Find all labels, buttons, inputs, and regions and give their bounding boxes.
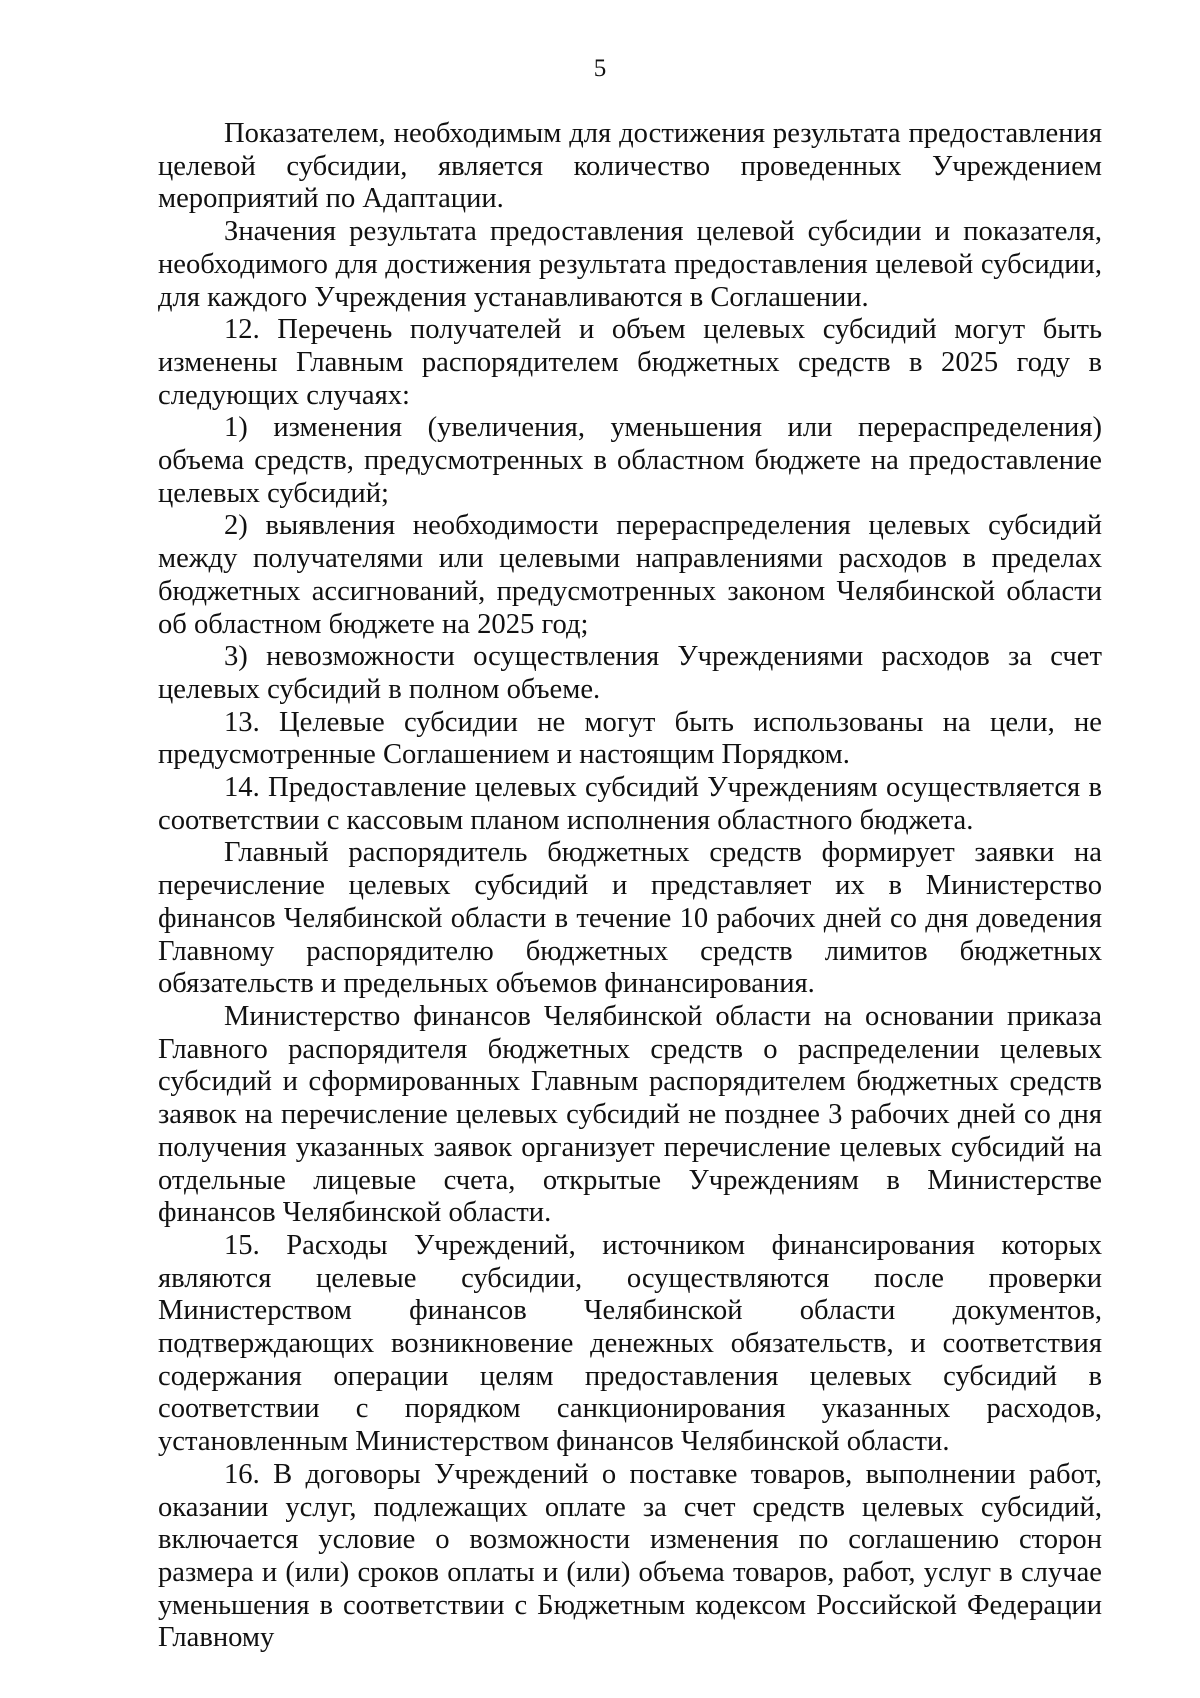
paragraph-case-3: 3) невозможности осуществления Учреждениями расходов за счет целевых субсидий в полном объеме.: [158, 641, 1102, 705]
paragraph-item-15: 15. Расходы Учреждений, источником финансирования которых являются целевые субсидии, осуществляются после проверки Министерством финансов Челябинской области документов, подтверждающих возникновение денежных обязательств, и соответствия содержания операции целям предоставления целевых субсидий в соответствии с порядком санкционирования указанных расходов, установленным Министерством финансов Челябинской области.: [158, 1229, 1102, 1458]
paragraph-indicator: Показателем, необходимым для достижения результата предоставления целевой субсидии, является количество проведенных Учреждением мероприятий по Адаптации.: [158, 118, 1102, 215]
paragraph-requests: Главный распорядитель бюджетных средств формирует заявки на перечисление целевых субсидий и представляет их в Министерство финансов Челябинской области в течение 10 рабочих дней со дня доведения Главному распорядителю бюджетных средств лимитов бюджетных обязательств и предельных объемов финансирования.: [158, 837, 1102, 1000]
paragraph-item-13: 13. Целевые субсидии не могут быть использованы на цели, не предусмотренные Соглашением и настоящим Порядком.: [158, 706, 1102, 771]
document-body: [158, 118, 1102, 1655]
page-number: 5: [593, 55, 607, 82]
paragraph-item-14: 14. Предоставление целевых субсидий Учреждениям осуществляется в соответствии с кассовым планом исполнения областного бюджета.: [158, 772, 1102, 836]
paragraph-values: Значения результата предоставления целевой субсидии и показателя, необходимого для достижения результата предоставления целевой субсидии, для каждого Учреждения устанавливаются в Соглашении.: [158, 216, 1102, 313]
paragraph-case-1: 1) изменения (увеличения, уменьшения или перераспределения) объема средств, предусмотренных в областном бюджете на предоставление целевых субсидий;: [158, 412, 1102, 509]
paragraph-item-16: 16. В договоры Учреждений о поставке товаров, выполнении работ, оказании услуг, подлежащих оплате за счет средств целевых субсидий, включается условие о возможности изменения по соглашению сторон размера и (или) сроков оплаты и (или) объема товаров, работ, услуг в случае уменьшения в соответствии с Бюджетным кодексом Российской Федерации Главному: [158, 1458, 1102, 1654]
paragraph-item-12: 12. Перечень получателей и объем целевых субсидий могут быть изменены Главным распорядителем бюджетных средств в 2025 году в следующих случаях:: [158, 314, 1102, 411]
paragraph-case-2: 2) выявления необходимости перераспределения целевых субсидий между получателями или целевыми направлениями расходов в пределах бюджетных ассигнований, предусмотренных законом Челябинской области об областном бюджете на 2025 год;: [158, 510, 1102, 640]
paragraph-ministry-transfer: Министерство финансов Челябинской области на основании приказа Главного распорядителя бюджетных средств о распределении целевых субсидий и сформированных Главным распорядителем бюджетных средств заявок на перечисление целевых субсидий не позднее 3 рабочих дней со дня получения указанных заявок организует перечисление целевых субсидий на отдельные лицевые счета, открытые Учреждениям в Министерстве финансов Челябинской области.: [158, 1000, 1102, 1229]
